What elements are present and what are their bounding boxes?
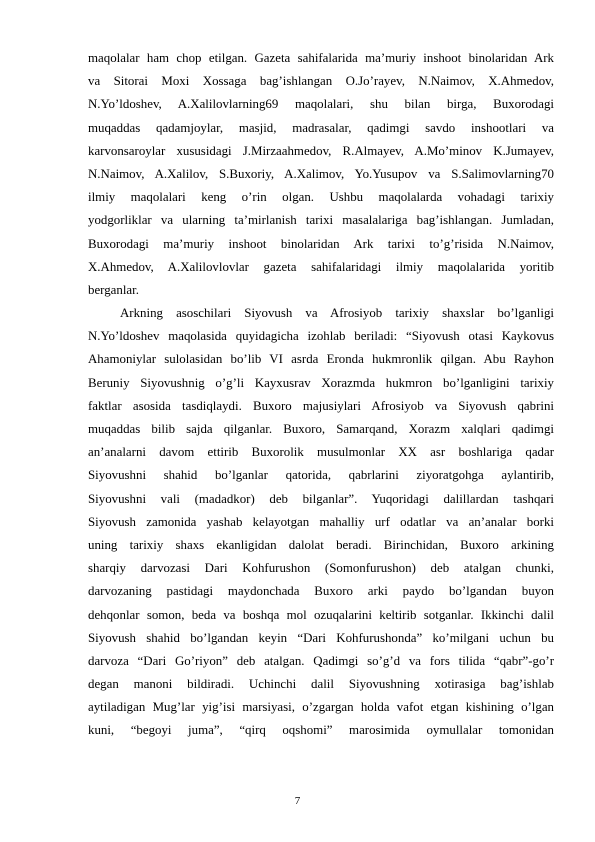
text-line: Siyovushni shahid bo’lganlar qatorida, qabrlarini ziyoratgohga aylantirib, (88, 468, 554, 483)
text-line: ilmiy maqolalari keng o’rin olgan. Ushbu maqolalarda vohadagi tarixiy (88, 190, 554, 205)
text-line: Buxorodagi ma’muriy inshoot binolaridan Ark tarixi to’g’risida N.Naimov, (88, 236, 554, 251)
text-line: berganlar. (88, 282, 139, 297)
text-line: degan manoni bildiradi. Uchinchi dalil Siyovushning xotirasiga bag’ishlab (88, 677, 554, 692)
text-line: muqaddas qadamjoylar, masjid, madrasalar, qadimgi savdo inshootlari va (88, 120, 554, 135)
text-line: X.Ahmedov, A.Xalilovlovlar gazeta sahifalaridagi ilmiy maqolalarida yoritib (88, 259, 554, 274)
text-line: N.Yo’ldoshev maqolasida quyidagicha izohlab beriladi: “Siyovush otasi Kaykovus (88, 329, 554, 344)
text-line: N.Naimov, A.Xalilov, S.Buxoriy, A.Xalimov, Yo.Yusupov va S.Salimovlarning70 (88, 166, 554, 181)
text-line: uning tarixiy shaxs ekanligidan dalolat beradi. Birinchidan, Buxoro arkining (88, 537, 554, 552)
text-line: an’analarni davom ettirib Buxorolik musulmonlar XX asr boshlariga qadar (88, 445, 554, 460)
text-line: Siyovush shahid bo’lgandan keyin “Dari Kohfurushonda” ko’milgani uchun bu (88, 630, 554, 645)
text-line: aytiladigan Mug’lar yig’isi marsiyasi, o’zgargan holda vafot etgan kishining o’lgan (88, 700, 554, 715)
page-number: 7 (294, 795, 301, 807)
text-line: va Sitorai Moxi Xossaga bag’ishlangan O.Jo’rayev, N.Naimov, X.Ahmedov, (88, 74, 554, 89)
text-line: dehqonlar somon, beda va boshqa mol ozuqalarini keltirib sotganlar. Ikkinchi dalil (88, 607, 554, 622)
text-line: Beruniy Siyovushnig o’g’li Kayxusrav Xorazmda hukmron bo’lganligini tarixiy (88, 375, 554, 390)
text-line: darvoza “Dari Go’riyon” deb atalgan. Qadimgi so’g’d va fors tilida “qabr”-go’r (88, 653, 554, 668)
paragraph-first-line: Arkning asoschilari Siyovush va Afrosiyob tarixiy shaxslar bo’lganligi (120, 306, 554, 321)
body-text (88, 47, 554, 743)
text-line: kuni, “begoyi juma”, “qirq oqshomi” marosimida oymullalar tomonidan (88, 723, 554, 738)
text-line: yodgorliklar va ularning ta’mirlanish tarixi masalalariga bag’ishlangan. Jumladan, (88, 213, 554, 228)
text-line: karvonsaroylar xususidagi J.Mirzaahmedov, R.Almayev, A.Mo’minov K.Jumayev, (88, 143, 554, 158)
text-line: darvozaning pastidagi maydonchada Buxoro arki paydo bo’lgandan buyon (88, 584, 554, 599)
text-line: Siyovush zamonida yashab kelayotgan mahalliy urf odatlar va an’analar borki (88, 514, 554, 529)
text-line: sharqiy darvozasi Dari Kohfurushon (Somonfurushon) deb atalgan chunki, (88, 561, 554, 576)
text-line: Siyovushni vali (madadkor) deb bilganlar”. Yuqoridagi dalillardan tashqari (88, 491, 554, 506)
text-line: muqaddas bilib sajda qilganlar. Buxoro, Samarqand, Xorazm xalqlari qadimgi (88, 422, 554, 436)
text-line: maqolalar ham chop etilgan. Gazeta sahifalarida ma’muriy inshoot binolaridan Ark (88, 51, 554, 65)
text-line: faktlar asosida tasdiqlaydi. Buxoro majusiylari Afrosiyob va Siyovush qabrini (88, 398, 554, 413)
text-line: N.Yo’ldoshev, A.Xalilovlarning69 maqolalari, shu bilan birga, Buxorodagi (88, 97, 554, 112)
text-line: Ahamoniylar sulolasidan bo’lib VI asrda Eronda hukmronlik qilgan. Abu Rayhon (88, 352, 554, 367)
